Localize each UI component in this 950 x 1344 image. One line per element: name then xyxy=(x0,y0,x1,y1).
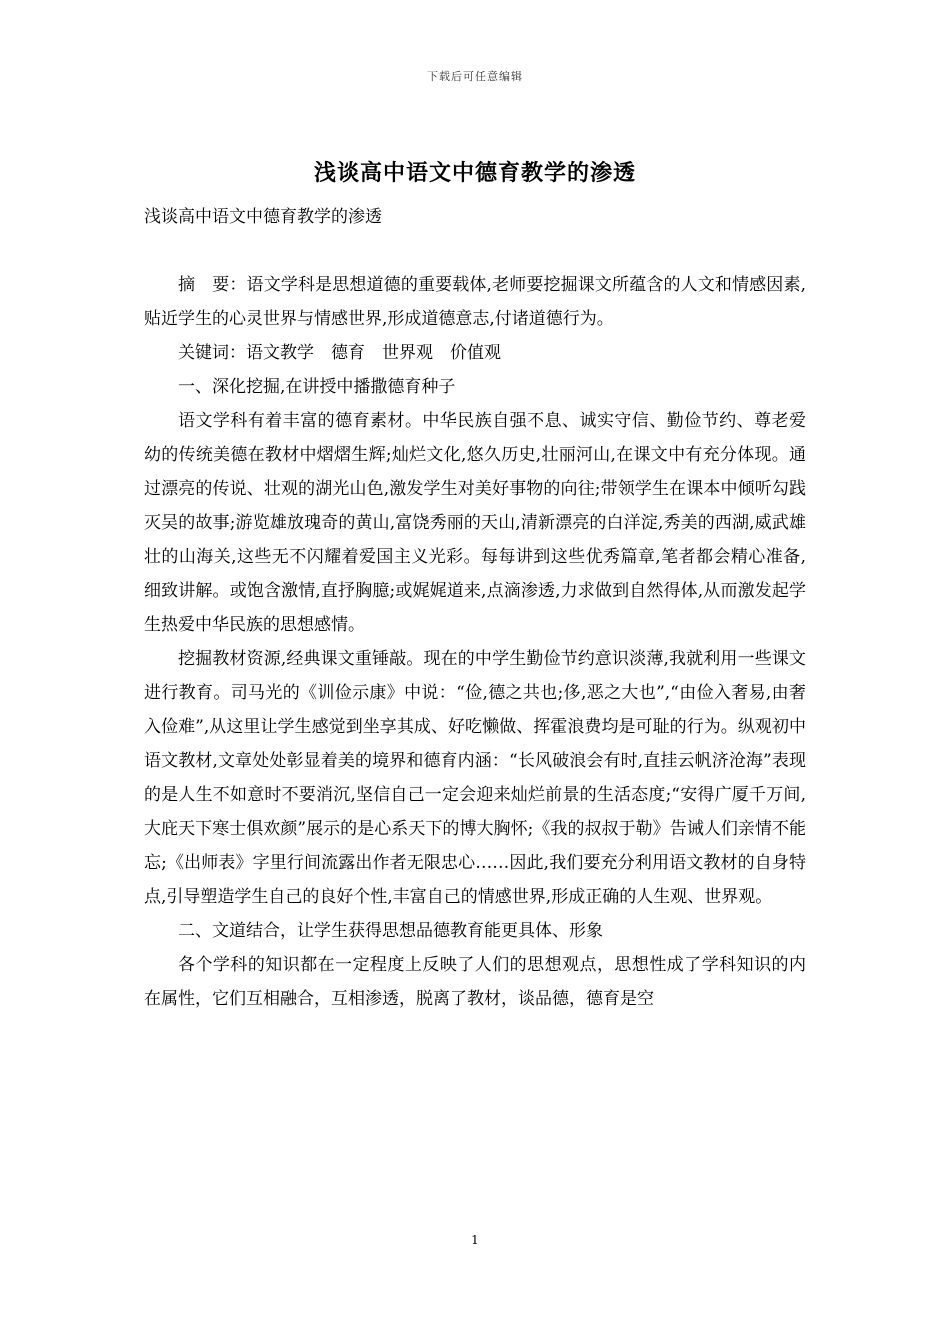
keywords-line: 关键词：语文教学 德育 世界观 价值观 xyxy=(178,343,501,363)
header-note: 下载后可任意编辑 xyxy=(427,70,523,83)
section-1-paragraph-2: 挖掘教材资源,经典课文重锤敲。现在的中学生勤俭节约意识淡薄,我就利用一些课文进行教育。司马光的《训俭示康》中说：“俭,德之共也;侈,恶之大也”,“由俭入奢易,由奢入俭难”,从这里让学生感觉到坐享其成、好吃懒做、挥霍浪费均是可耻的行为。纵观初中语文教材,文章处处彰显着美的境界和德育内涵：“长风破浪会有时,直挂云帆济沧海”表现的是人生不如意时不要消沉,坚信自己一定会迎来灿烂前景的生活态度;“安得广厦千万间,大庇天下寒士俱欢颜”展示的是心系天下的博大胸怀;《我的叔叔于勒》告诫人们亲情不能忘;《出师表》字里行间流露出作者无限忠心……因此,我们要充分利用语文教材的自身特点,引导塑造学生自己的良好个性,丰富自己的情感世界,形成正确的人生观、世界观。 xyxy=(144,649,806,907)
document-body xyxy=(144,200,806,1016)
section-1-paragraph-1: 语文学科有着丰富的德育素材。中华民族自强不息、诚实守信、勤俭节约、尊老爱幼的传统美德在教材中熠熠生辉;灿烂文化,悠久历史,壮丽河山,在课文中有充分体现。通过漂亮的传说、壮观的湖光山色,激发学生对美好事物的向往;带领学生在课本中倾听勾践灭吴的故事;游览雄放瑰奇的黄山,富饶秀丽的天山,清新漂亮的白洋淀,秀美的西湖,威武雄壮的山海关,这些无不闪耀着爱国主义光彩。每每讲到这些优秀篇章,笔者都会精心准备,细致讲解。或饱含激情,直抒胸臆;或娓娓道来,点滴渗透,力求做到自然得体,从而激发起学生热爱中华民族的思想感情。 xyxy=(144,411,806,635)
section-heading-1: 一、深化挖掘,在讲授中播撒德育种子 xyxy=(178,377,456,397)
page-number: 1 xyxy=(471,1233,479,1247)
document-title: 浅谈高中语文中德育教学的渗透 xyxy=(313,160,636,186)
document-subtitle: 浅谈高中语文中德育教学的渗透 xyxy=(144,207,382,227)
section-2-paragraph-1: 各个学科的知识都在一定程度上反映了人们的思想观点，思想性成了学科知识的内在属性，它们互相融合，互相渗透，脱离了教材，谈品德，德育是空 xyxy=(144,955,806,1009)
abstract-paragraph: 摘 要：语文学科是思想道德的重要载体,老师要挖掘课文所蕴含的人文和情感因素,贴近学生的心灵世界与情感世界,形成道德意志,付诸道德行为。 xyxy=(144,275,806,329)
section-heading-2: 二、文道结合，让学生获得思想品德教育能更具体、形象 xyxy=(178,921,603,941)
